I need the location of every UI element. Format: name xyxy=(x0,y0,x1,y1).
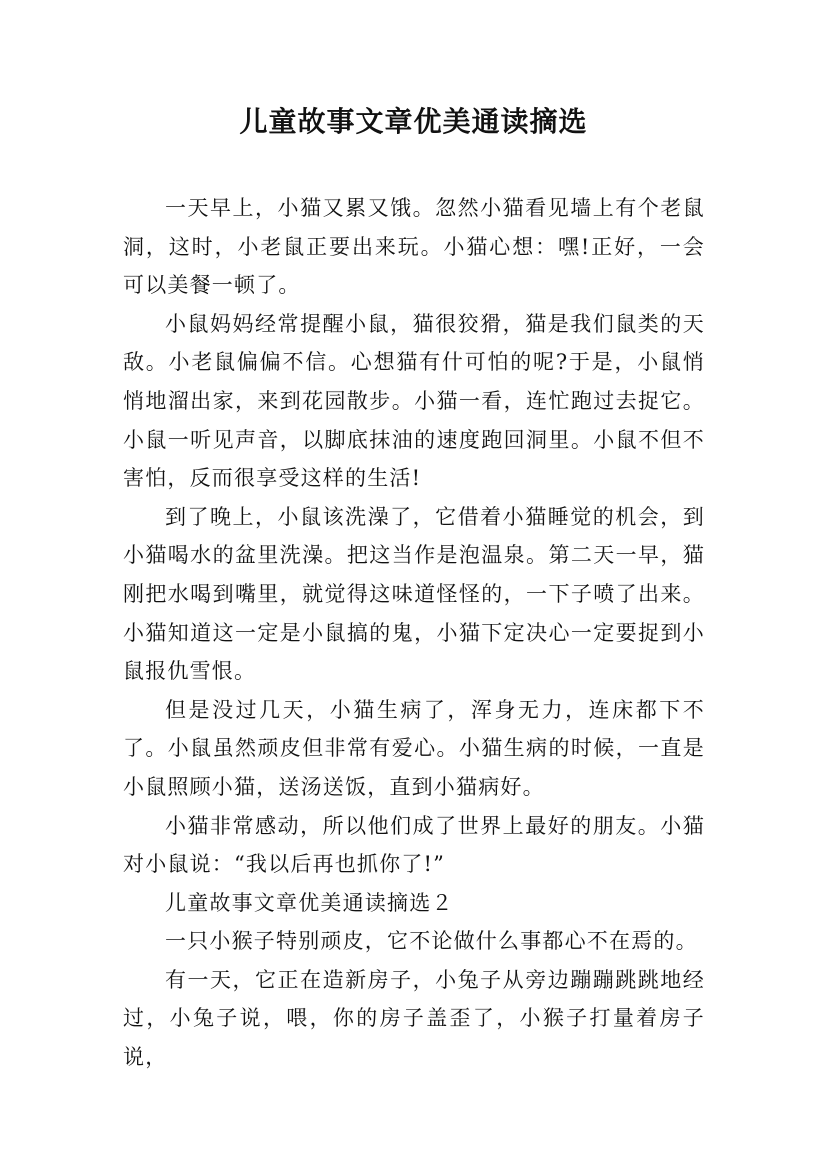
paragraph: 一只小猴子特别顽皮，它不论做什么事都心不在焉的。 xyxy=(165,929,698,954)
paragraph: 到了晚上，小鼠该洗澡了，它借着小猫睡觉的机会，到小猫喝水的盆里洗澡。把这当作是泡温泉。第二天一早，猫刚把水喝到嘴里，就觉得这味道怪怪的，一下子喷了出来。小猫知道这一定是小鼠搞的鬼，小猫下定决心一定要捉到小鼠报仇雪恨。 xyxy=(123,504,705,684)
document-body xyxy=(123,189,705,1077)
paragraph: 一天早上，小猫又累又饿。忽然小猫看见墙上有个老鼠洞，这时，小老鼠正要出来玩。小猫心想：嘿!正好，一会可以美餐一顿了。 xyxy=(123,196,705,298)
paragraph: 但是没过几天，小猫生病了，浑身无力，连床都下不了。小鼠虽然顽皮但非常有爱心。小猫生病的时候，一直是小鼠照顾小猫，送汤送饭，直到小猫病好。 xyxy=(123,697,705,799)
section-heading: 儿童故事文章优美通读摘选２ xyxy=(165,890,454,915)
paragraph: 小鼠妈妈经常提醒小鼠，猫很狡猾，猫是我们鼠类的天敌。小老鼠偏偏不信。心想猫有什可怕的呢?于是，小鼠悄悄地溜出家，来到花园散步。小猫一看，连忙跑过去捉它。小鼠一听见声音，以脚底抹油的速度跑回洞里。小鼠不但不害怕，反而很享受这样的生活! xyxy=(123,311,705,491)
paragraph: 有一天，它正在造新房子，小兔子从旁边蹦蹦跳跳地经过，小兔子说，喂，你的房子盖歪了，小猴子打量着房子说， xyxy=(123,967,705,1070)
document-title: 儿童故事文章优美通读摘选 xyxy=(239,105,588,138)
paragraph: 小猫非常感动，所以他们成了世界上最好的朋友。小猫对小鼠说：“我以后再也抓你了!” xyxy=(123,813,705,877)
